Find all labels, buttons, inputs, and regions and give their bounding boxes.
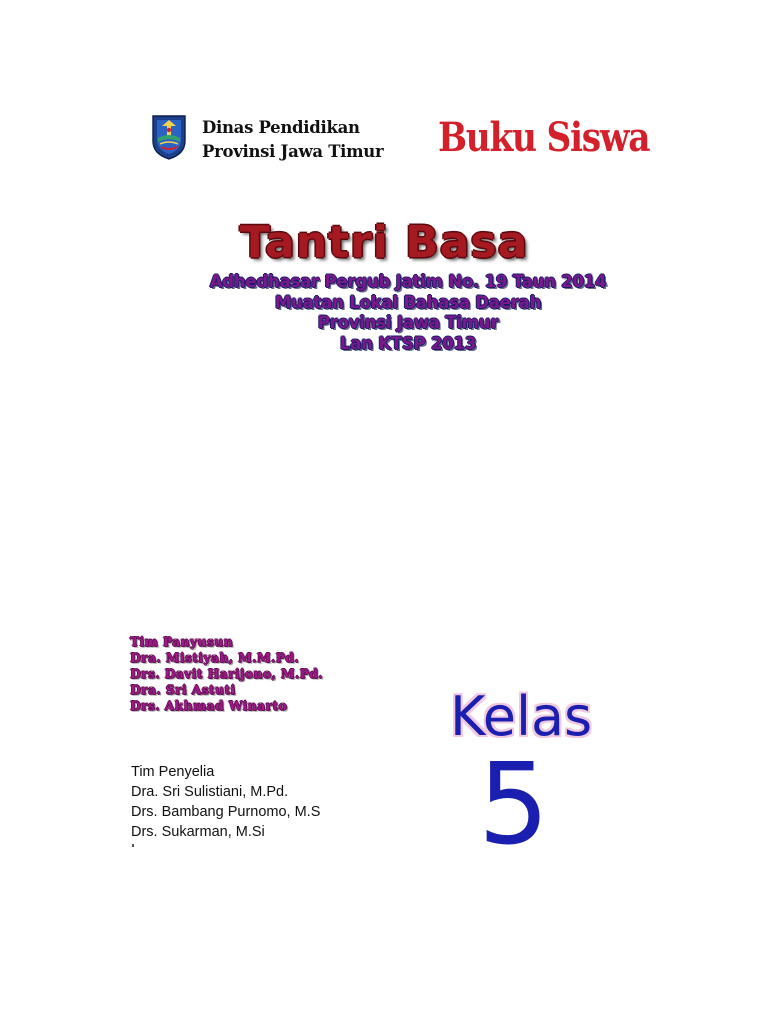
author-name: Dra. Sri Astuti [130,682,236,697]
subtitle-line-4: Lan KTSP 2013 [339,333,477,353]
authors-heading: Tim Panyusun [130,634,234,649]
book-title: Tantri Basa [239,217,529,268]
subtitle-line-1: Adhedhasar Pergub Jatim No. 19 Taun 2014 [209,272,607,291]
editors-block [131,762,320,842]
org-line-2: Provinsi Jawa Timur [202,142,384,161]
east-java-emblem-icon [150,114,188,160]
subtitle-line-3: Provinsi Jawa Timur [317,313,499,332]
subtitle-block [0,272,768,354]
subtitle-line-2: Muatan Lokal Bahasa Daerah [274,292,542,312]
org-name [202,116,383,164]
editors-heading: Tim Penyelia [131,764,215,780]
author-name: Drs. Davit Harijono, M.Pd. [130,666,323,681]
author-name: Drs. Akhmad Winarto [130,698,288,713]
editor-name: Dra. Sri Sulistiani, M.Pd. [131,784,289,800]
org-line-1: Dinas Pendidikan [202,118,360,137]
grade-number: 5 [478,740,550,870]
grade-label: Kelas [450,685,593,748]
authors-block [130,634,323,714]
book-type-label: Buku Siswa [438,114,650,161]
editor-name: Drs. Bambang Purnomo, M.S [131,804,321,820]
stray-mark [132,844,134,847]
author-name: Dra. Mistiyah, M.M.Pd. [130,650,299,665]
editor-name: Drs. Sukarman, M.Si [131,824,265,840]
